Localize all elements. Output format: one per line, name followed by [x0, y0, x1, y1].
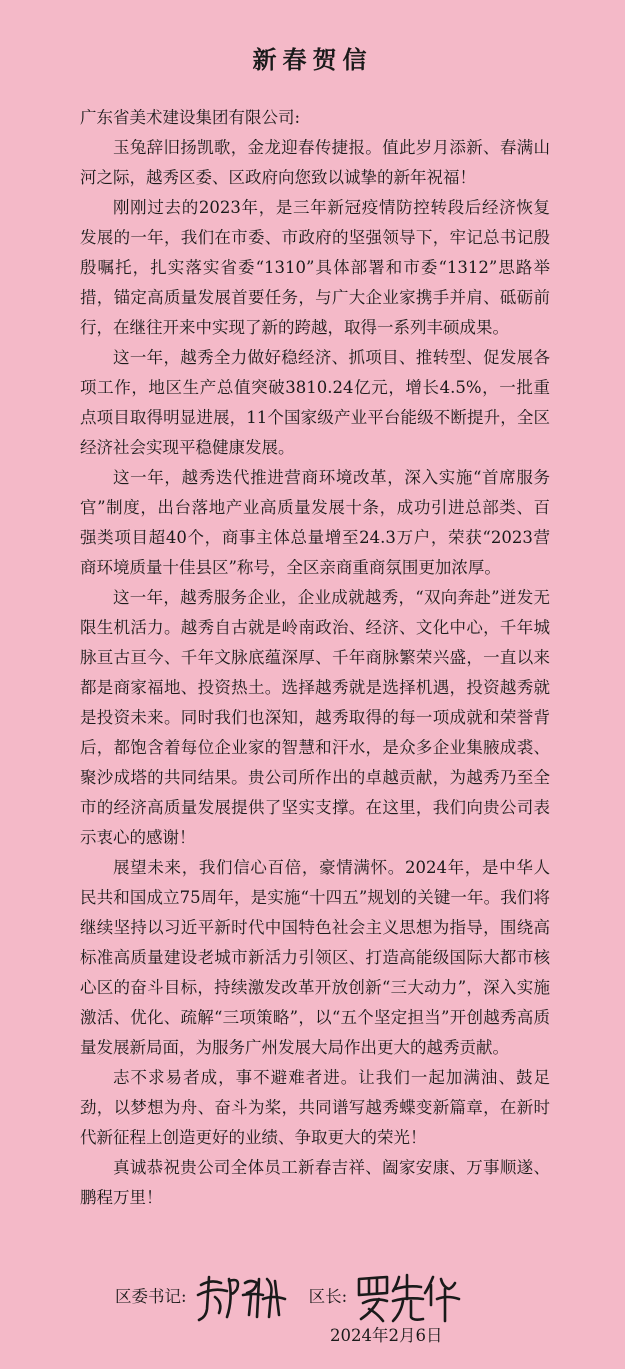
mayor-label: 区长:	[308, 1287, 348, 1306]
letter-body	[80, 133, 550, 1213]
paragraph: 志不求易者成，事不避难者进。让我们一起加满油、鼓足劲，以梦想为舟、奋斗为桨，共同谱写越秀蝶变新篇章，在新时代新征程上创造更好的业绩、争取更大的荣光！	[80, 1068, 550, 1147]
salutation: 广东省美术建设集团有限公司:	[80, 108, 301, 127]
paragraph: 这一年，越秀服务企业，企业成就越秀，“双向奔赴”迸发无限生机活力。越秀自古就是岭南政治、经济、文化中心，千年城脉亘古亘今、千年文脉底蕴深厚、千年商脉繁荣兴盛，一直以来都是商家福地、投资热土。选择越秀就是选择机遇，投资越秀就是投资未来。同时我们也深知，越秀取得的每一项成就和荣誉背后，都饱含着每位企业家的智慧和汗水，是众多企业集腋成裘、聚沙成塔的共同结果。贵公司所作出的卓越贡献，为越秀乃至全市的经济高质量发展提供了坚实支撑。在这里，我们向贵公司表示衷心的感谢！	[80, 588, 550, 847]
paragraph: 真诚恭祝贵公司全体员工新春吉祥、阖家安康、万事顺遂、鹏程万里！	[80, 1158, 550, 1207]
signature-row	[115, 1265, 463, 1325]
secretary-signature	[193, 1265, 293, 1325]
paragraph: 刚刚过去的2023年，是三年新冠疫情防控转段后经济恢复发展的一年，我们在市委、市政府的坚强领导下，牢记总书记殷殷嘱托，扎实落实省委“1310”具体部署和市委“1312”思路举措，锚定高质量发展首要任务，与广大企业家携手并肩、砥砺前行，在继往开来中实现了新的跨越，取得一系列丰硕成果。	[80, 198, 550, 337]
letter-date: 2024年2月6日	[330, 1326, 443, 1345]
mayor-signature	[353, 1265, 463, 1325]
paragraph: 这一年，越秀全力做好稳经济、抓项目、推转型、促发展各项工作，地区生产总值突破3810.24亿元，增长4.5%，一批重点项目取得明显进展，11个国家级产业平台能级不断提升，全区经济社会实现平稳健康发展。	[80, 348, 550, 457]
letter-title: 新春贺信	[252, 45, 373, 74]
paragraph: 这一年，越秀迭代推进营商环境改革，深入实施“首席服务官”制度，出台落地产业高质量发展十条，成功引进总部类、百强类项目超40个，商事主体总量增至24.3万户，荣获“2023营商环境质量十佳县区”称号，全区亲商重商氛围更加浓厚。	[80, 468, 550, 577]
paragraph: 玉兔辞旧扬凯歌，金龙迎春传捷报。值此岁月添新、春满山河之际，越秀区委、区政府向您致以诚挚的新年祝福！	[80, 138, 550, 187]
secretary-label: 区委书记:	[115, 1287, 187, 1306]
paragraph: 展望未来，我们信心百倍，豪情满怀。2024年，是中华人民共和国成立75周年，是实施“十四五”规划的关键一年。我们将继续坚持以习近平新时代中国特色社会主义思想为指导，围绕高标准高质量建设老城市新活力引领区、打造高能级国际大都市核心区的奋斗目标，持续激发改革开放创新“三大动力”，深入实施激活、优化、疏解“三项策略”，以“五个坚定担当”开创越秀高质量发展新局面，为服务广州发展大局作出更大的越秀贡献。	[80, 858, 550, 1057]
